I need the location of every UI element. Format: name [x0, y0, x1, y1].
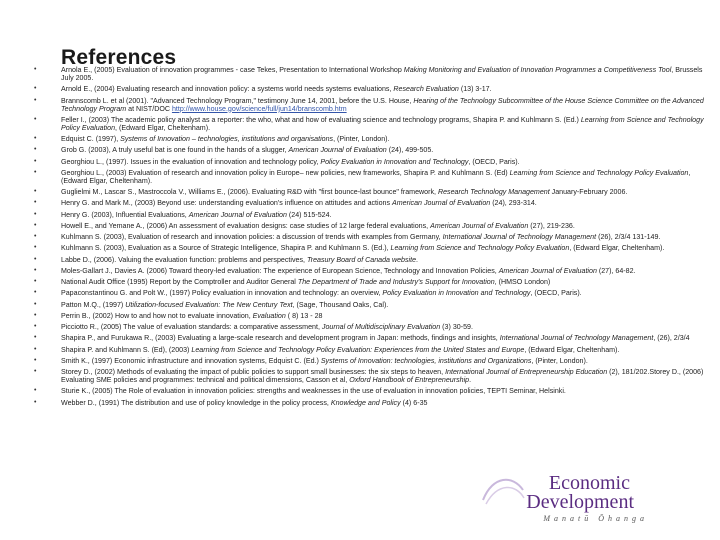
reference-tail: (4) 6-35 — [400, 398, 428, 407]
reference-italic: Research Evaluation — [393, 85, 459, 94]
reference-tail-2: . — [469, 376, 472, 385]
reference-italic: American Journal of Evaluation — [392, 199, 491, 208]
reference-item — [34, 256, 706, 264]
reference-tail: (24), 499-505. — [386, 146, 434, 155]
reference-text: National Audit Office (1995) Report by the Comptroller and Auditor General — [61, 278, 298, 287]
reference-tail: ( 8) 13 - 28 — [285, 311, 323, 320]
reference-italic: Learning from Science and Technology Policy Evaluation: Experiences from the United States and Europe — [191, 345, 525, 354]
bullet-icon: • — [34, 188, 37, 196]
reference-tail: (27), 219-236. — [528, 221, 575, 230]
bullet-icon: • — [34, 157, 37, 165]
reference-tail: (2), 181/202.Storey D., (2006) Evaluating SME policies and programmes: technical and political dimensions, Casson et al, — [61, 368, 704, 385]
reference-item — [34, 267, 706, 275]
reference-item — [34, 357, 706, 365]
bullet-icon: • — [34, 168, 37, 176]
bullet-icon: • — [34, 323, 37, 331]
reference-italic: American Journal of Evaluation — [430, 221, 529, 230]
reference-tail: , (Edward Elgar, Cheltenham). — [61, 168, 691, 186]
reference-tail: January-February 2006. — [549, 188, 628, 197]
reference-tail: , (Pinter, London). — [531, 356, 588, 365]
reference-tail: (3) 30-59. — [440, 323, 473, 332]
reference-text: Guglielmi M., Lascar S., Mastroccola V., Williams E., (2006). Evaluating R&D with "first bounce-last bounce" framework, — [61, 188, 438, 197]
reference-item — [34, 233, 706, 241]
reference-item — [34, 387, 706, 395]
reference-list — [34, 66, 706, 410]
reference-item — [34, 66, 706, 82]
bullet-icon: • — [34, 233, 37, 241]
reference-tail: , Brussels July 2005. — [61, 66, 703, 83]
reference-tail: , (OECD, Paris). — [530, 289, 582, 298]
bullet-icon: • — [34, 387, 37, 395]
reference-item — [34, 278, 706, 286]
reference-tail: , (Edward Elgar, Cheltenham). — [569, 244, 665, 253]
reference-tail: , (Edward Elgar, Cheltenham). — [115, 123, 211, 132]
bullet-icon: • — [34, 278, 37, 286]
reference-link[interactable]: http://www.house.gov/science/full/jun14/branscomb.htm — [171, 104, 347, 113]
reference-tail: , (Edward Elgar, Cheltenham). — [524, 345, 620, 354]
bullet-icon: • — [34, 146, 37, 154]
reference-text: Sturie K., (2005) The Role of evaluation in innovation policies: strengths and weaknesses in the use of evaluation in innovation policies, TEPTI Seminar, Helsinki. — [61, 387, 566, 396]
reference-item — [34, 116, 706, 132]
reference-italic: Learning from Science and Technology Policy Evaluation — [61, 115, 704, 132]
reference-italic: American Journal of Evaluation — [288, 146, 387, 155]
reference-tail: , (26), 2/3/4 — [653, 334, 690, 343]
bullet-icon: • — [34, 356, 37, 364]
reference-italic: American Journal of Evaluation — [188, 210, 287, 219]
reference-text: Henry G. (2003), Influential Evaluations, — [61, 210, 189, 219]
reference-text: Storey D., (2002) Methods of evaluating the impact of public policies to support small businesses: the six steps to heaven, — [61, 368, 446, 376]
reference-italic: Treasury Board of Canada website — [306, 255, 417, 264]
reference-text: Howell E., and Yemane A., (2006) An assessment of evaluation designs: case studies of 12 large federal evaluations, — [61, 221, 431, 230]
reference-item — [34, 158, 706, 166]
bullet-icon: • — [34, 66, 37, 73]
reference-italic: Utilization-focused Evaluation: The New Century Text — [125, 300, 293, 309]
reference-text: Georghiou L., (1997). Issues in the evaluation of innovation and technology policy, — [61, 157, 321, 166]
reference-text: Georghiou L., (2003) Evaluation of research and innovation policy in Europe– new policies, new frameworks, Shapira P. and Kuhlmann S. (Ed) — [61, 168, 510, 177]
reference-italic: Learning from Science and Technology Policy Evaluation — [390, 244, 570, 253]
reference-item — [34, 244, 706, 252]
reference-item — [34, 323, 706, 331]
bullet-icon: • — [34, 398, 37, 406]
reference-tail: (26), 2/3/4 131-149. — [596, 233, 661, 242]
reference-italic: Policy Evaluation in Innovation and Technology — [382, 289, 531, 298]
reference-text: Smith K., (1997) Economic infrastructure and innovation systems, Edquist C. (Ed.) — [61, 356, 321, 365]
reference-item — [34, 97, 706, 113]
bullet-icon: • — [34, 221, 37, 229]
reference-italic: Policy Evaluation in Innovation and Technology — [320, 157, 469, 166]
reference-italic: Learning from Science and Technology Policy Evaluation — [509, 168, 689, 177]
bullet-icon: • — [34, 135, 37, 143]
reference-italic: International Journal of Technology Management — [442, 233, 597, 242]
reference-item — [34, 289, 706, 297]
reference-item — [34, 312, 706, 320]
reference-italic: International Journal of Technology Management — [499, 334, 654, 343]
reference-text: Moles-Gallart J., Davies A. (2006) Toward theory-led evaluation: The experience of European Science, Technology and Innovation Policies, — [61, 266, 499, 275]
reference-text: Arnold E., (2004) Evaluating research and innovation policy: a systems world needs systems evaluations, — [61, 85, 394, 94]
reference-tail: , (HMSO London) — [494, 278, 551, 287]
reference-item — [34, 188, 706, 196]
reference-item — [34, 346, 706, 354]
bullet-icon: • — [34, 115, 37, 123]
bullet-icon: • — [34, 244, 37, 252]
reference-tail: (24) 515-524. — [286, 210, 332, 219]
reference-text: Feller I., (2003) The academic policy analyst as a reporter: the who, what and how of evaluating science and technology programs, Shapira P. and Kuhlmann S. (Ed.) — [61, 115, 581, 124]
reference-text: Kuhlmann S. (2003), Evaluation of research and innovation policies: a discussion of trends with examples from Germany, — [61, 233, 443, 242]
reference-item — [34, 399, 706, 407]
reference-tail: . — [416, 255, 419, 264]
bullet-icon: • — [34, 289, 37, 297]
reference-text: Henry G. and Mark M., (2003) Beyond use: understanding evaluation's influence on attitudes and actions — [61, 199, 393, 208]
reference-tail: , (Sage, Thousand Oaks, Cal). — [292, 300, 389, 309]
reference-tail: (24), 293-314. — [490, 199, 537, 208]
reference-tail: , (OECD, Paris). — [468, 157, 520, 166]
bullet-icon: • — [34, 311, 37, 319]
reference-italic: Hearing of the Technology Subcommittee of the House Science Committee on the Advanced Technology Program — [61, 96, 704, 113]
reference-italic: Research Technology Management — [437, 188, 550, 197]
bullet-icon: • — [34, 368, 37, 375]
reference-item — [34, 334, 706, 342]
reference-item — [34, 85, 706, 93]
reference-tail: (27), 64-82. — [596, 266, 636, 275]
reference-item — [34, 146, 706, 154]
reference-item — [34, 135, 706, 143]
reference-text: Labbe D., (2006). Valuing the evaluation function: problems and perspectives, — [61, 255, 307, 264]
reference-text: Picciotto R., (2005) The value of evaluation standards: a comparative assessment, — [61, 323, 322, 332]
reference-italic: American Journal of Evaluation — [498, 266, 597, 275]
reference-item — [34, 368, 706, 384]
reference-italic-2: Oxford Handbook of Entrepreneurship — [349, 376, 470, 385]
bullet-icon: • — [34, 266, 37, 274]
reference-tail: , (Pinter, London). — [333, 135, 390, 144]
reference-text: Brannscomb L. et al (2001). "Advanced Technology Program," testimony June 14, 2001, before the U.S. House, — [61, 96, 414, 105]
reference-tail: (13) 3-17. — [458, 85, 492, 94]
logo-line-economic: Economic — [548, 472, 630, 494]
bullet-icon: • — [34, 85, 37, 93]
reference-italic: International Journal of Entrepreneurship Education — [445, 368, 608, 376]
reference-text: Arnola E., (2005) Evaluation of innovation programmes - case Tekes, Presentation to International Workshop — [61, 66, 404, 74]
reference-italic: The Department of Trade and Industry's Support for Innovation — [297, 278, 495, 287]
logo-swirl-icon — [478, 470, 528, 510]
economic-development-logo — [468, 462, 678, 524]
logo-line-maori: Manatū Ōhanga — [543, 514, 648, 523]
bullet-icon: • — [34, 199, 37, 207]
reference-text: Grob G. (2003), A truly useful bat is one found in the hands of a slugger, — [61, 146, 289, 155]
reference-text: Edquist C. (1997), — [61, 135, 121, 144]
reference-text: Kuhlmann S. (2003), Evaluation as a Source of Strategic Intelligence, Shapira P. and Kuhlmann S. (Ed.), — [61, 244, 391, 253]
bullet-icon: • — [34, 300, 37, 308]
reference-text: Perrin B., (2002) How to and how not to evaluate innovation, — [61, 311, 253, 320]
reference-italic: Systems of Innovation – technologies, institutions and organisations — [120, 135, 334, 144]
reference-italic: Knowledge and Policy — [330, 398, 401, 407]
reference-text: Papaconstantinou G. and Polt W., (1997) Policy evaluation in innovation and technology: an overview, — [61, 289, 383, 298]
bullet-icon: • — [34, 345, 37, 353]
reference-text: Shapira P., and Furukawa R., (2003) Evaluating a large-scale research and development program in Japan: methods, findings and insights, — [61, 334, 500, 343]
reference-italic: Journal of Multidisciplinary Evaluation — [321, 323, 441, 332]
reference-text: Patton M.Q., (1997) — [61, 300, 126, 309]
reference-item — [34, 211, 706, 219]
reference-item — [34, 169, 706, 185]
reference-item — [34, 301, 706, 309]
bullet-icon: • — [34, 334, 37, 342]
reference-item — [34, 199, 706, 207]
logo-line-development: Development — [526, 491, 634, 513]
bullet-icon: • — [34, 96, 37, 104]
reference-italic: Making Monitoring and Evaluation of Innovation Programmes a Competitiveness Tool — [403, 66, 672, 74]
reference-tail: at NIST/DOC — [126, 104, 172, 113]
bullet-icon: • — [34, 210, 37, 218]
reference-text: Shapira P. and Kuhlmann S. (Ed), (2003) — [61, 345, 192, 354]
reference-text: Webber D., (1991) The distribution and use of policy knowledge in the policy process, — [61, 398, 331, 407]
reference-item — [34, 222, 706, 230]
page-title: References — [61, 46, 177, 69]
reference-italic: Systems of Innovation: technologies, institutions and Organizations — [320, 356, 532, 365]
bullet-icon: • — [34, 255, 37, 263]
reference-italic: Evaluation — [252, 311, 286, 320]
